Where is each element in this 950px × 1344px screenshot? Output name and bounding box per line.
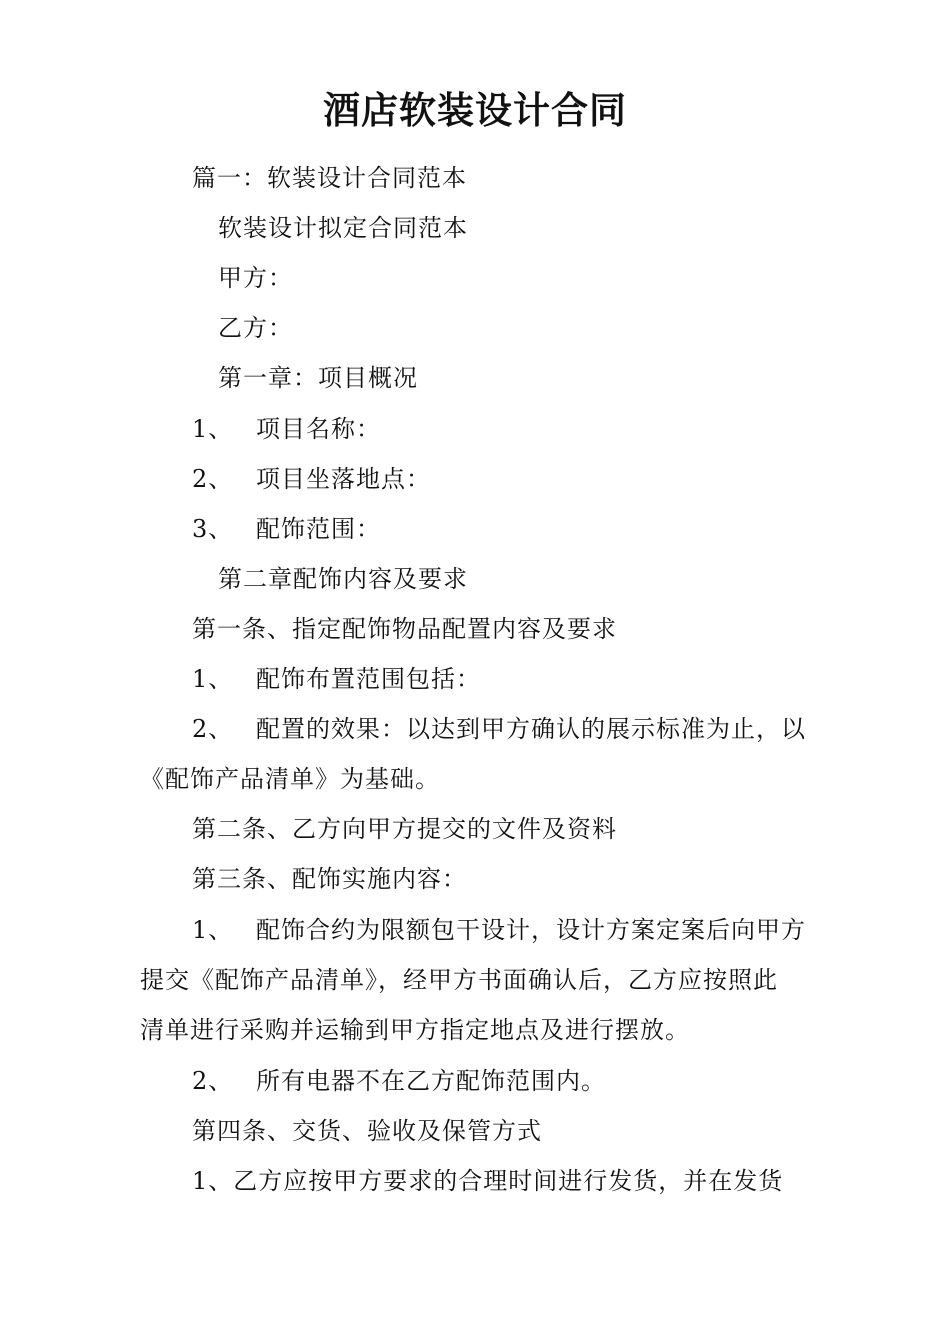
paragraph-line: 1、乙方应按甲方要求的合理时间进行发货，并在发货 xyxy=(192,1167,784,1195)
paragraph-line: 《配饰产品清单》为基础。 xyxy=(140,765,440,793)
list-number: 1、 xyxy=(192,415,234,443)
list-number: 2、 xyxy=(192,465,234,493)
list-number: 3、 xyxy=(192,515,234,543)
list-item xyxy=(192,913,806,947)
list-text: 项目坐落地点： xyxy=(256,465,431,493)
list-text: 所有电器不在乙方配饰范围内。 xyxy=(256,1067,606,1095)
list-item xyxy=(192,512,381,546)
section-heading: 篇一：软装设计合同范本 xyxy=(192,164,467,192)
party-a-line: 甲方： xyxy=(218,264,293,292)
document-title: 酒店软装设计合同 xyxy=(323,88,627,132)
list-item xyxy=(192,462,431,496)
paragraph-line: 清单进行采购并运输到甲方指定地点及进行摆放。 xyxy=(140,1016,690,1044)
paragraph-line: 提交《配饰产品清单》，经甲方书面确认后，乙方应按照此 xyxy=(140,966,778,994)
list-text: 项目名称： xyxy=(256,415,381,443)
chapter-heading: 第二章配饰内容及要求 xyxy=(218,565,468,593)
list-item xyxy=(192,1064,606,1098)
article-heading: 第三条、配饰实施内容： xyxy=(192,865,467,893)
article-heading: 第二条、乙方向甲方提交的文件及资料 xyxy=(192,815,617,843)
list-text: 配饰布置范围包括： xyxy=(256,665,481,693)
list-number: 1、 xyxy=(192,916,234,944)
article-heading: 第一条、指定配饰物品配置内容及要求 xyxy=(192,615,617,643)
list-number: 2、 xyxy=(192,715,234,743)
list-item xyxy=(192,412,381,446)
list-item xyxy=(192,712,806,746)
article-heading: 第四条、交货、验收及保管方式 xyxy=(192,1117,542,1145)
subtitle-line: 软装设计拟定合同范本 xyxy=(218,214,468,242)
list-number: 1、 xyxy=(192,665,234,693)
party-b-line: 乙方： xyxy=(218,314,293,342)
chapter-heading: 第一章：项目概况 xyxy=(218,364,418,392)
list-text: 配饰范围： xyxy=(256,515,381,543)
list-number: 2、 xyxy=(192,1067,234,1095)
list-text: 配饰合约为限额包干设计，设计方案定案后向甲方 xyxy=(256,916,806,944)
list-item xyxy=(192,662,481,696)
list-text: 配置的效果：以达到甲方确认的展示标准为止，以 xyxy=(256,715,806,743)
